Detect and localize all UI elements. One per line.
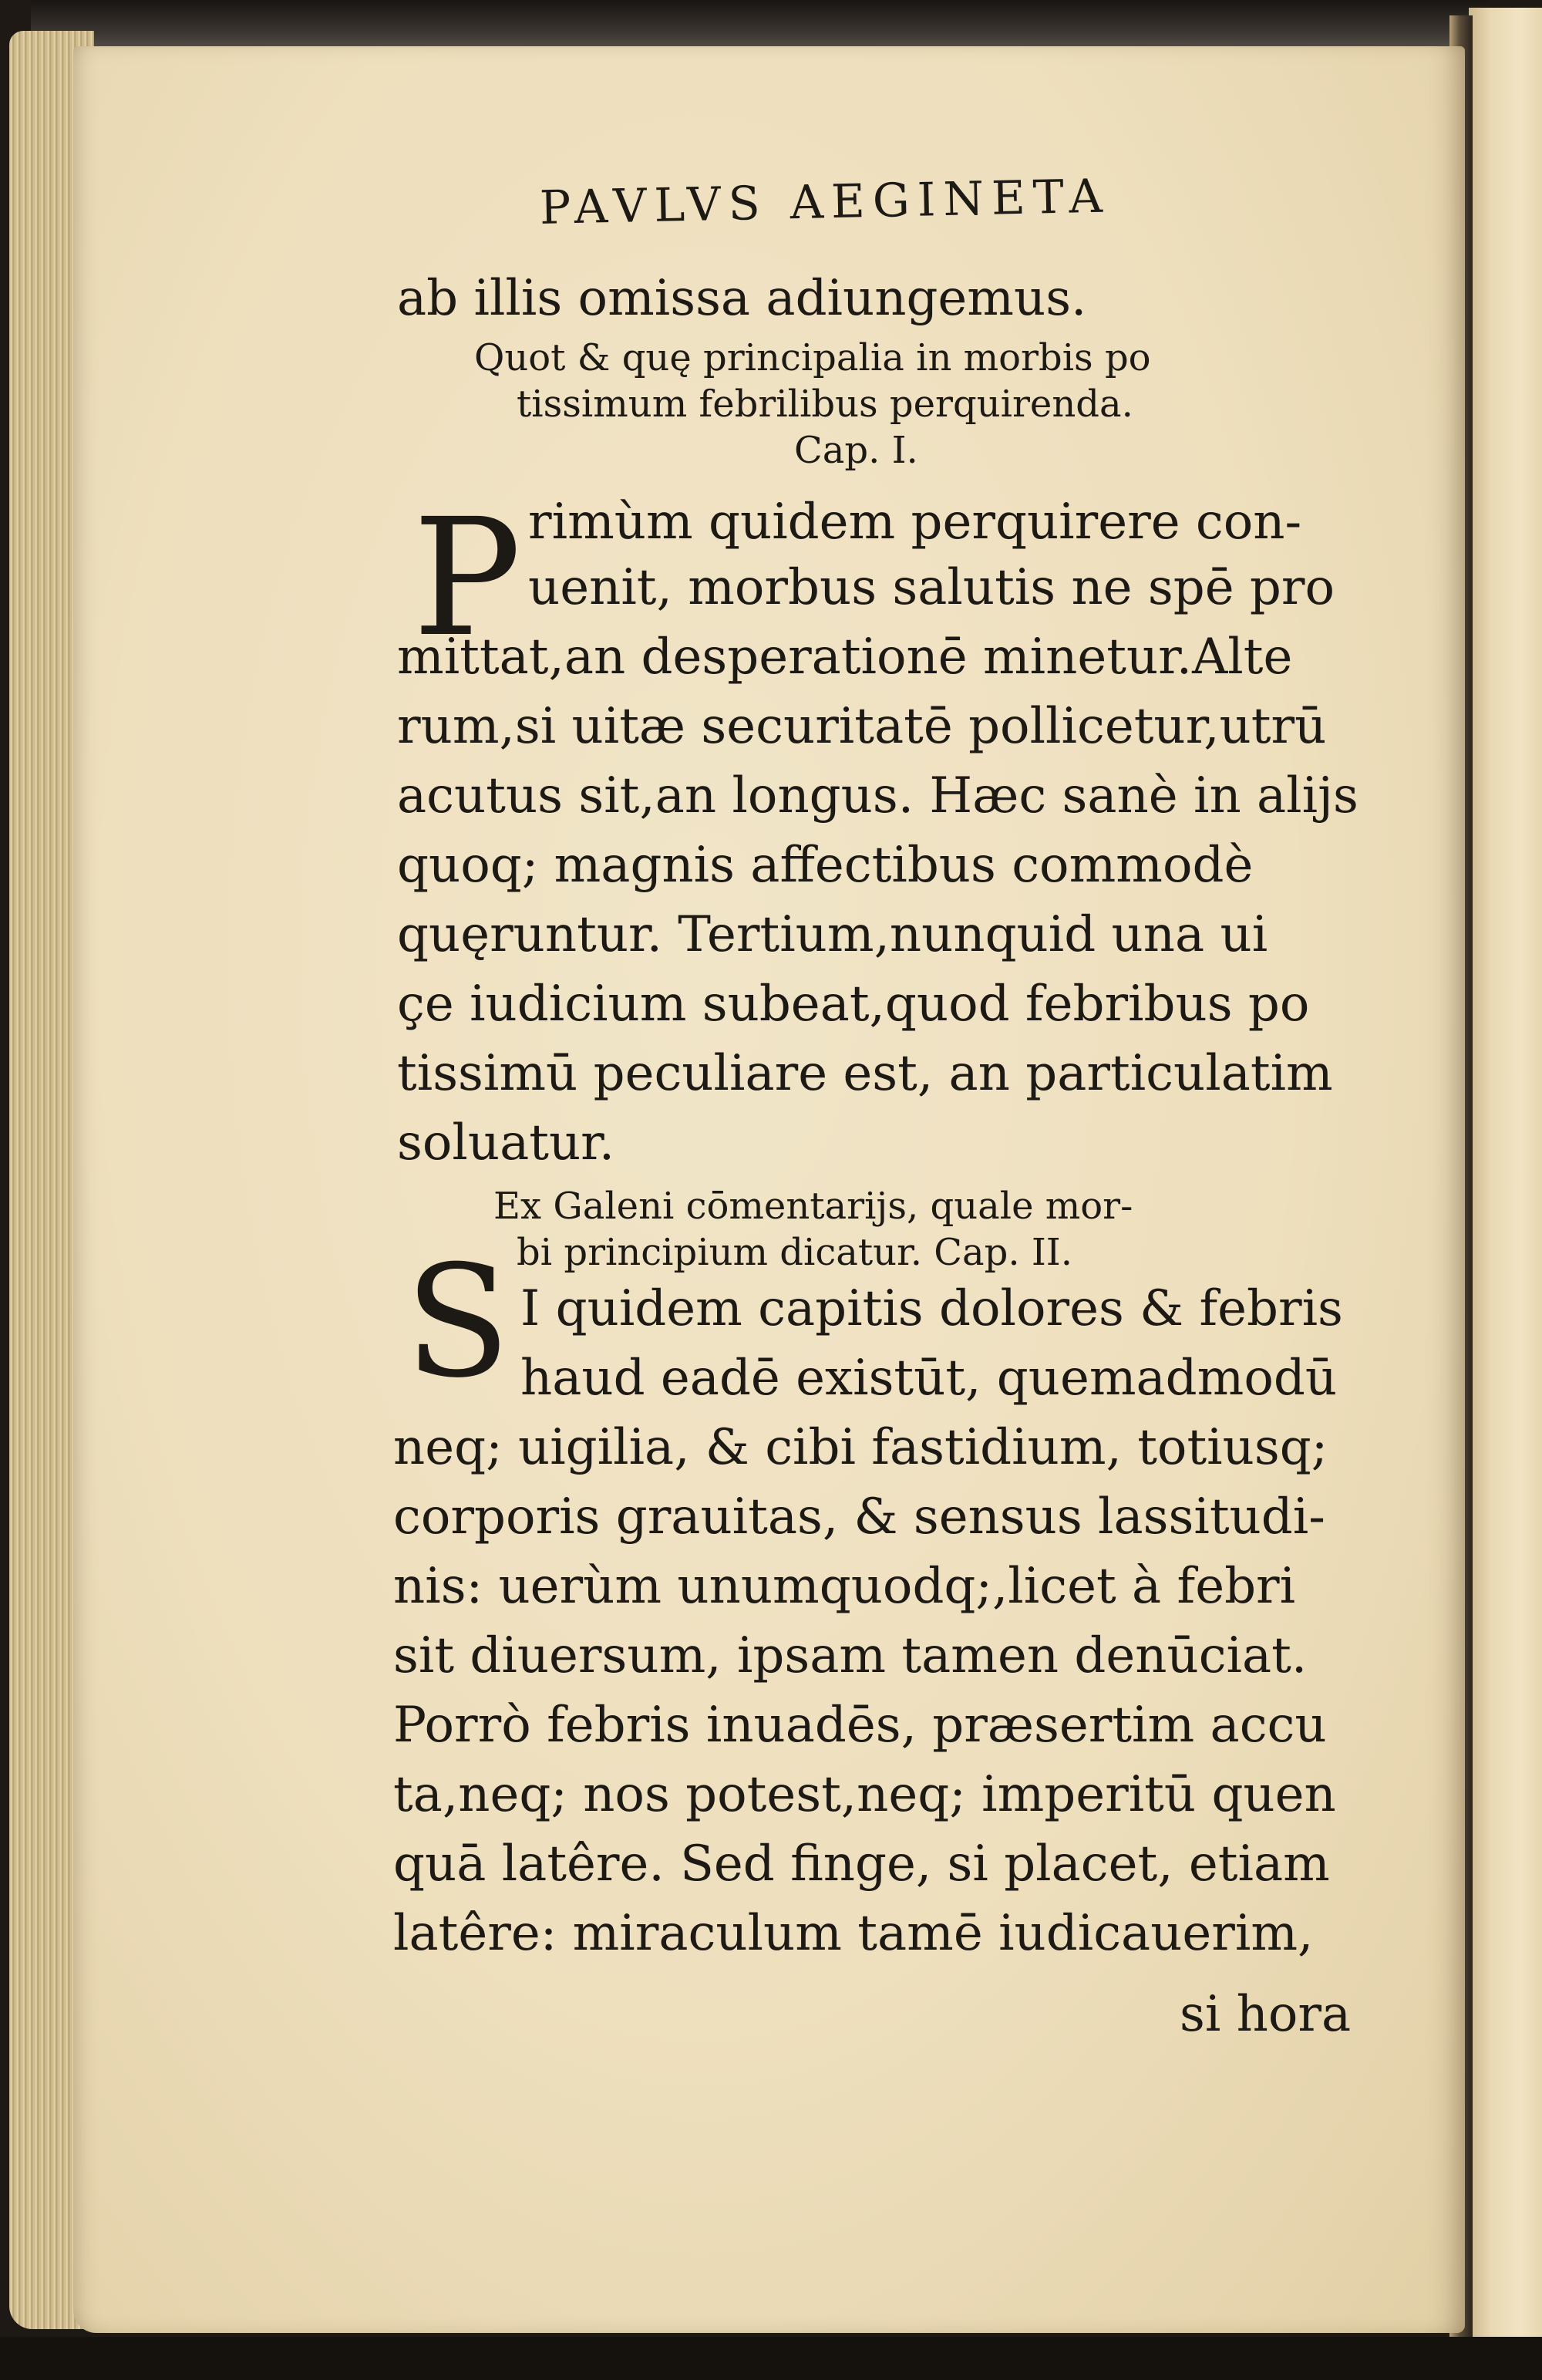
chapter1-line: quęruntur. Tertium,nunquid una ui: [397, 906, 1268, 963]
drop-cap-s: S: [405, 1232, 511, 1412]
chapter1-line: mittat,an desperationē minetur.Alte: [397, 629, 1293, 686]
chapter2-line: neq; uigilia, & cibi fastidium, totiusq;: [393, 1419, 1328, 1476]
chapter1-rubric-line: tissimum febrilibus perquirenda.: [517, 383, 1133, 426]
chapter1-line: uenit, morbus salutis ne spē pro: [528, 559, 1335, 616]
chapter1-cap-label: Cap. I.: [794, 429, 918, 472]
chapter2-line: corporis grauitas, & sensus lassitudi-: [393, 1488, 1325, 1546]
chapter1-line: soluatur.: [397, 1114, 615, 1171]
opposite-page: [1469, 8, 1542, 2380]
running-header: PAVLVS AEGINETA: [539, 169, 1111, 235]
chapter2-line: quā latêre. Sed finge, si placet, etiam: [393, 1836, 1330, 1893]
chapter2-line: nis: uerùm unumquodq;,licet à febri: [393, 1558, 1296, 1615]
chapter1-line: çe iudicium subeat,quod febribus po: [397, 976, 1310, 1033]
drop-cap-p: P: [412, 484, 522, 673]
chapter2-line: ta,neq; nos potest,neq; imperitū quen: [393, 1766, 1336, 1823]
chapter1-line: rimùm quidem perquirere con-: [528, 494, 1302, 551]
chapter2-rubric-line: bi principium dicatur. Cap. II.: [517, 1231, 1073, 1274]
chapter2-line: latêre: miraculum tamē iudicauerim,: [393, 1905, 1314, 1962]
chapter1-rubric-line: Quot & quę principalia in morbis po: [474, 336, 1151, 379]
catchword: si hora: [1180, 1986, 1352, 2043]
chapter1-line: acutus sit,an longus. Hæc sanè in alijs: [397, 767, 1359, 824]
bottom-edge: [0, 2337, 1542, 2380]
intro-line: ab illis omissa adiungemus.: [397, 270, 1087, 327]
chapter1-line: rum,si uitæ securitatē pollicetur,utrū: [397, 698, 1327, 755]
chapter2-line: I quidem capitis dolores & febris: [520, 1280, 1343, 1337]
chapter2-line: Porrò febris inuadēs, præsertim accu: [393, 1697, 1327, 1754]
chapter1-line: quoq; magnis affectibus commodè: [397, 837, 1254, 894]
chapter2-line: haud eadē existūt, quemadmodū: [520, 1350, 1338, 1407]
chapter2-rubric-line: Ex Galeni cōmentarijs, quale mor-: [493, 1185, 1133, 1228]
chapter2-line: sit diuersum, ipsam tamen denūciat.: [393, 1627, 1308, 1684]
chapter1-line: tissimū peculiare est, an particulatim: [397, 1045, 1333, 1102]
